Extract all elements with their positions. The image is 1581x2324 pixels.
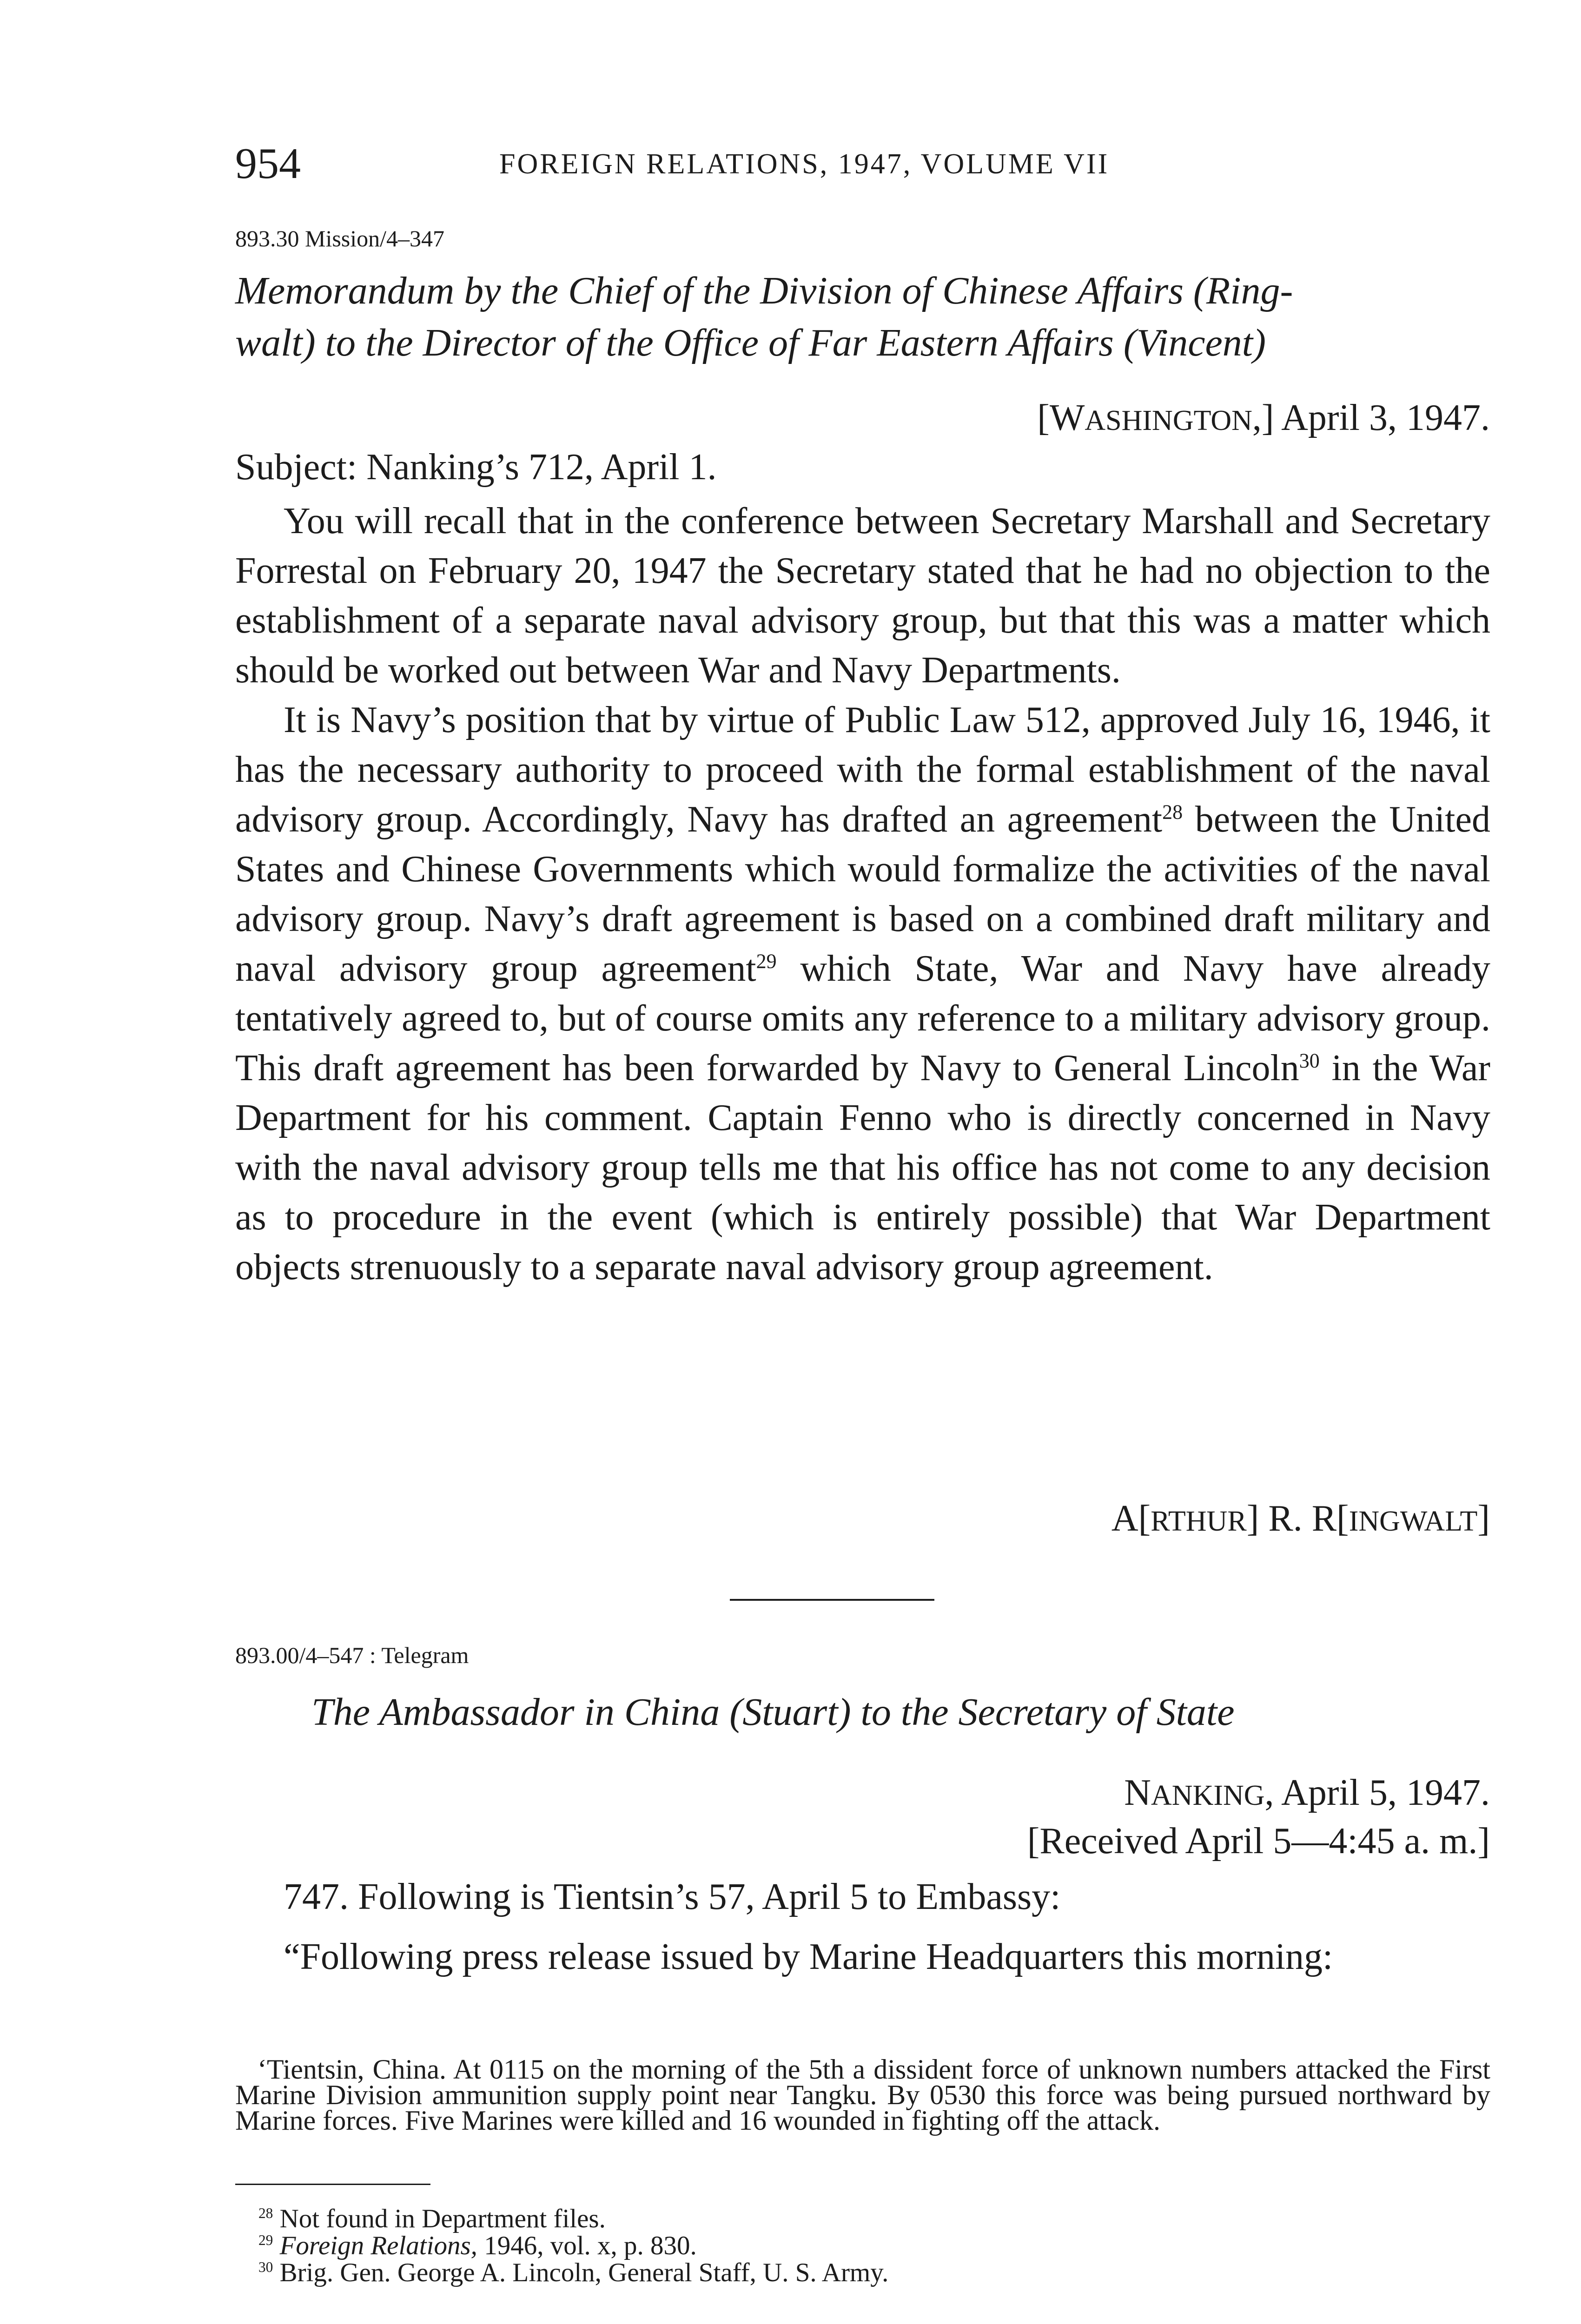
subject-line: Subject: Nanking’s 712, April 1. (235, 447, 717, 488)
footnote-ref-30: 30 (1299, 1049, 1320, 1072)
footnote-30: $^{30}$ Brig. Gen. George A. Lincoln, General Staff, U. S. Army. (258, 2258, 889, 2287)
footnote-28: $^{28}$ Not found in Department files. (258, 2204, 606, 2233)
telegram-paragraph-2: “Following press release issued by Marine Headquarters this morning: (284, 1936, 1333, 1977)
received-line: [Received April 5—4:45 a. m.] (1027, 1821, 1490, 1862)
title-line-2: walt) to the Director of the Office of Far Eastern Affairs (Vincent) (235, 321, 1266, 364)
telegram-title: The Ambassador in China (Stuart) to the Secretary of State (311, 1690, 1235, 1734)
footnotes (258, 2205, 888, 2286)
telegram-body (235, 1872, 1490, 1982)
footnote-ref-28: 28 (1162, 800, 1183, 824)
file-number-telegram: 893.00/4–547 : Telegram (235, 1642, 469, 1668)
memo-paragraph-1: You will recall that in the conference between Secretary Marshall and Secretary Forrestal on February 20, 1947 the Secretary stated that he had no objection to the establishment of a separate naval advisory group, but that this was a matter which should be worked out between War and Navy Departments. (235, 501, 1490, 691)
document-title (235, 265, 1490, 369)
press-release-quote: ‘Tientsin, China. At 0115 on the morning of the 5th a dissident force of unknown numbers attacked the First Marine Division ammunition supply point near Tangku. By 0530 this force was being pursued northward by Marine forces. Five Marines were killed and 16 wounded in fighting off the attack. (235, 2054, 1490, 2136)
running-title: FOREIGN RELATIONS, 1947, VOLUME VII (499, 148, 1110, 180)
footnote-29: $^{29}$ Foreign Relations, 1946, vol. x, p. 830. (258, 2231, 697, 2260)
section-divider (730, 1599, 934, 1601)
signature: A[RTHUR] R. R[INGWALT] (1111, 1498, 1490, 1539)
memo-body (235, 496, 1490, 1292)
file-number: 893.30 Mission/4–347 (235, 225, 445, 251)
page-number: 954 (235, 139, 301, 188)
title-line-1: Memorandum by the Chief of the Division of Chinese Affairs (Ring- (235, 269, 1293, 312)
telegram-paragraph-1: 747. Following is Tientsin’s 57, April 5 to Embassy: (284, 1876, 1061, 1917)
footnote-rule (235, 2184, 430, 2185)
telegram-place-date: NANKING, April 5, 1947. (1124, 1772, 1490, 1813)
footnote-ref-29: 29 (756, 950, 777, 973)
place-date: [WASHINGTON,] April 3, 1947. (1037, 397, 1490, 438)
memo-paragraph-2: It is Navy’s position that by virtue of Public Law 512, approved July 16, 1946, it has the necessary authority to proceed with the formal establishment of the naval advisory group. Accordingly, Navy has drafted an agreement$^{28}$ between the United States and Chinese Governments which would formalize the activities of the naval advisory group. Navy’s draft agreement is based on a combined draft military and naval advisory group agreement$^{29}$ which State, War and Navy have already tentatively agreed to, but of course omits any reference to a military advisory group. This draft agreement has been forwarded by Navy to General Lincoln$^{30}$ in the War Department for his comment. Captain Fenno who is directly concerned in Navy with the naval advisory group tells me that his office has not come to any decision as to procedure in the event (which is entirely possible) that War Department objects strenuously to a separate naval advisory group agreement. (235, 700, 1491, 1287)
